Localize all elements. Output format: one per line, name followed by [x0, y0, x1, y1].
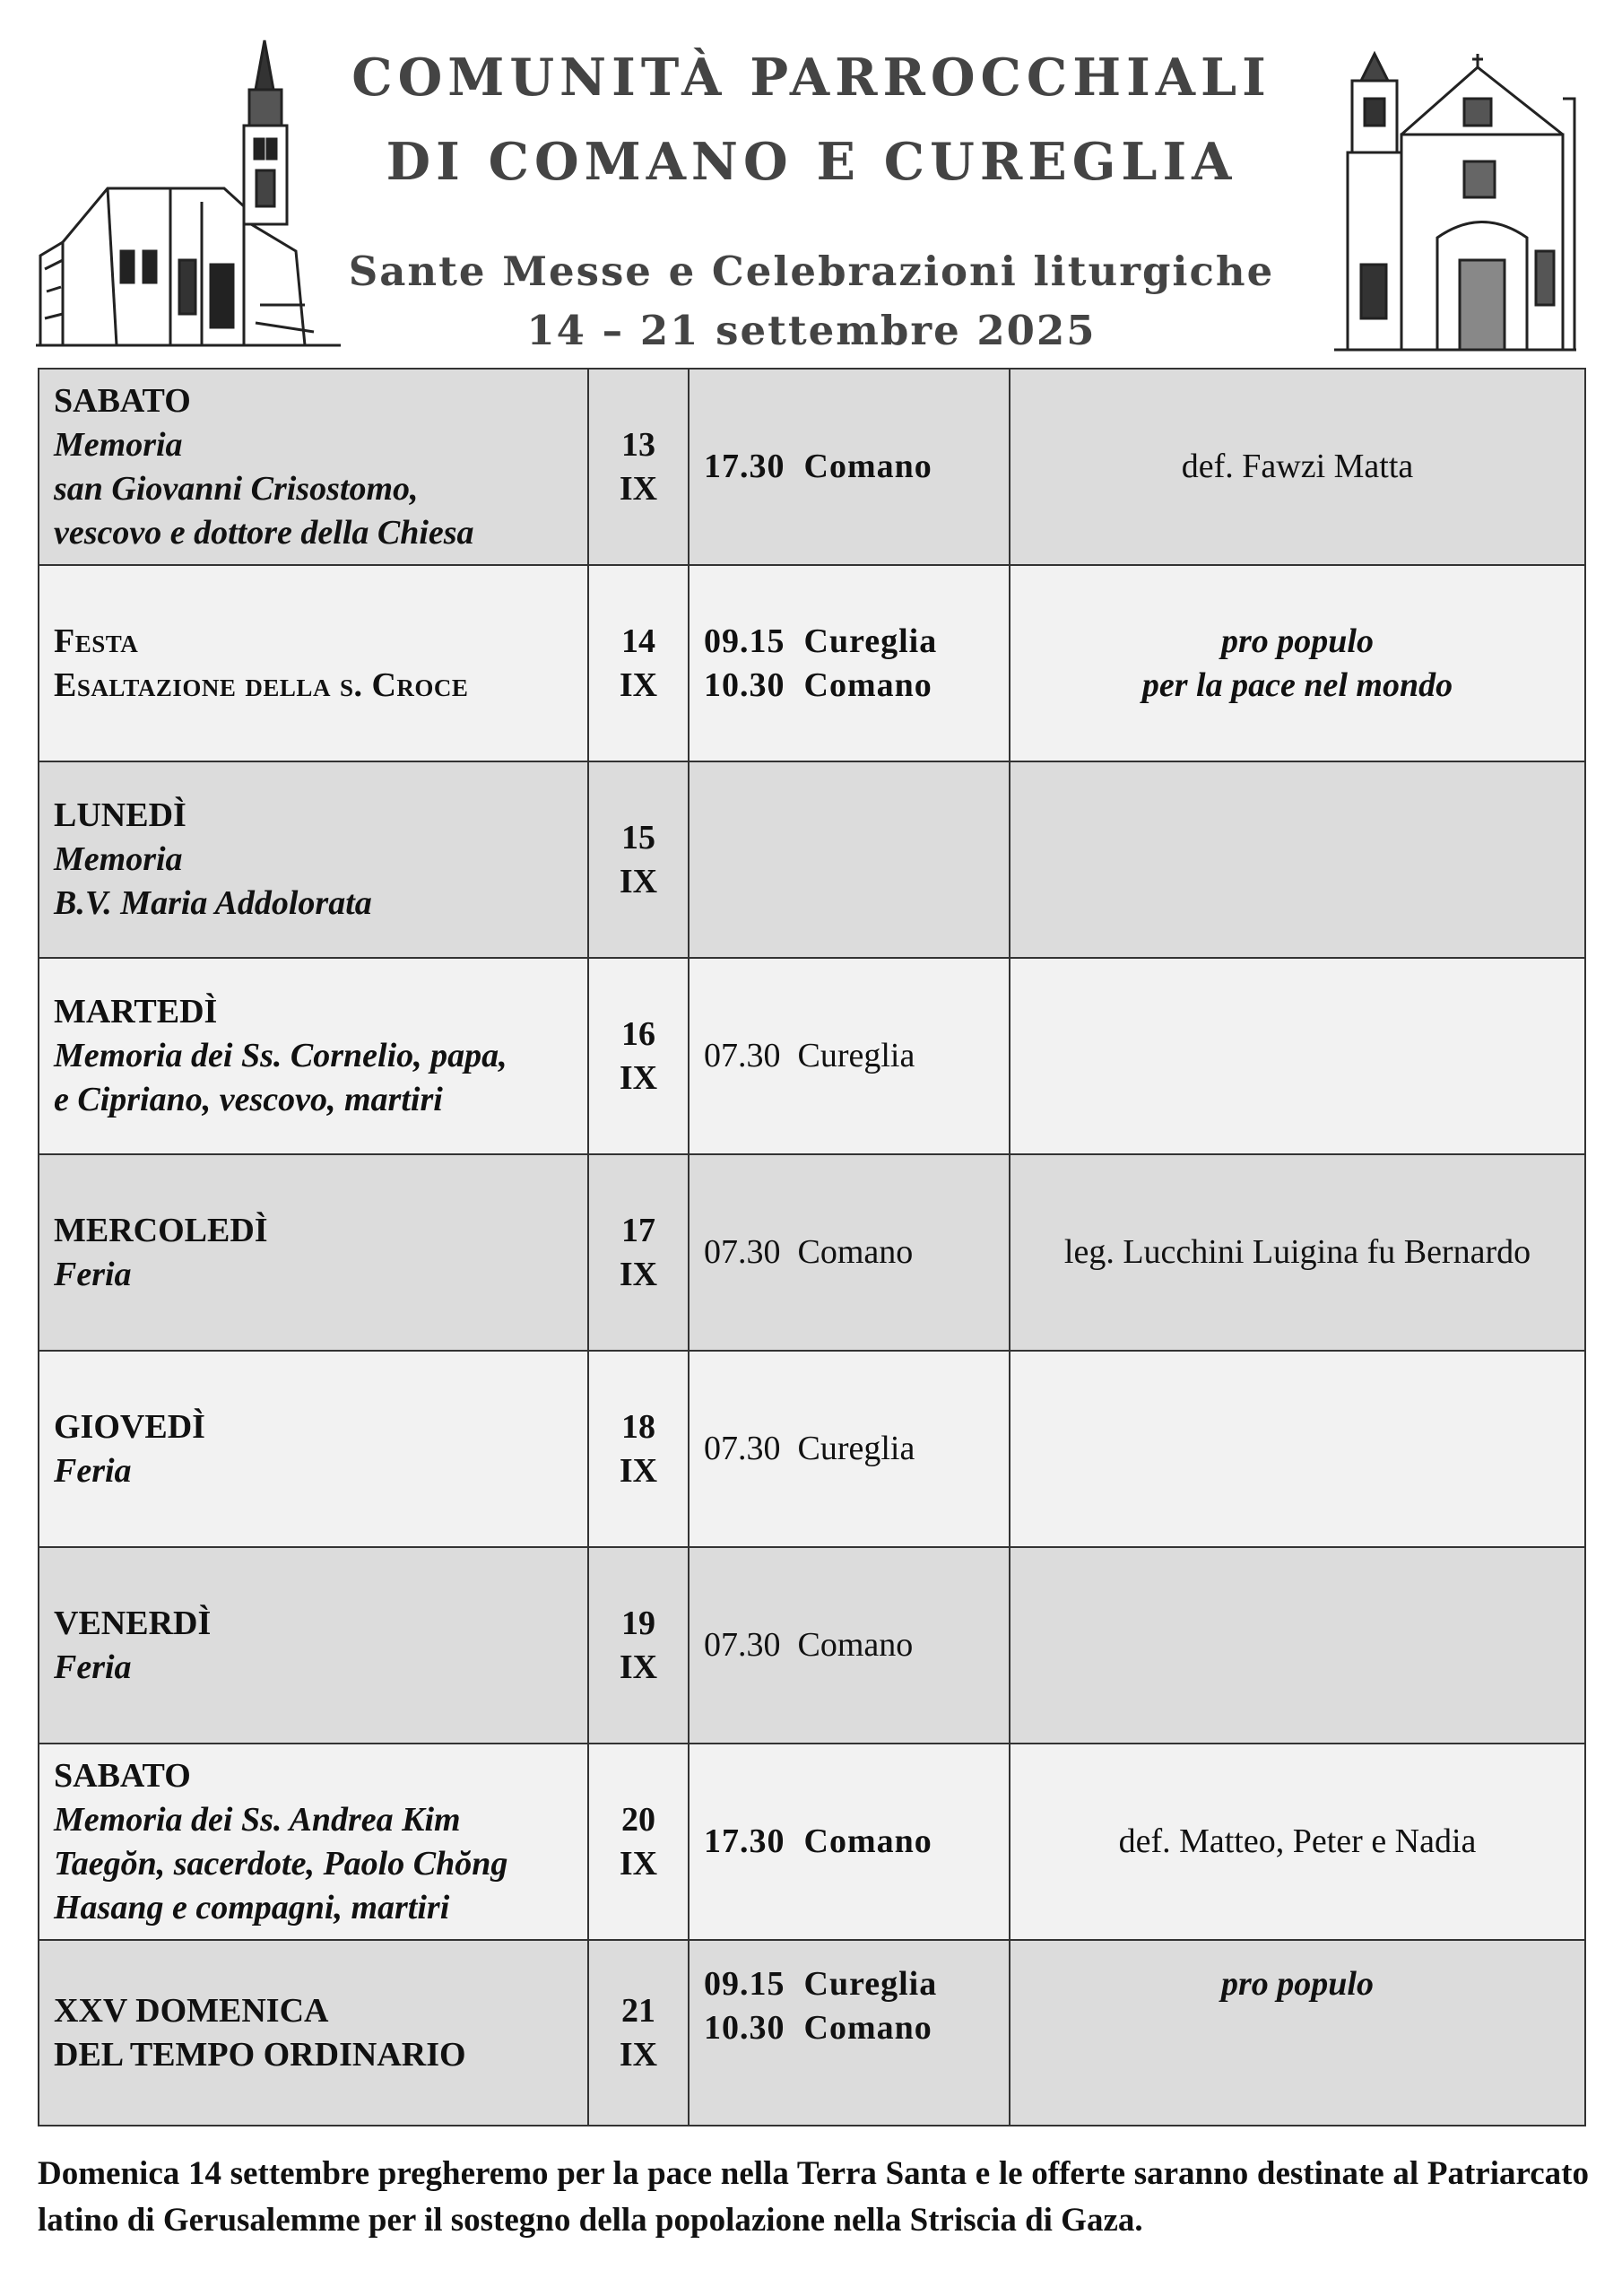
mass-time: 09.15 Cureglia: [704, 622, 938, 660]
date-cell: [588, 1547, 689, 1744]
intention-text: pro populo: [1221, 622, 1374, 660]
date-cell: [588, 958, 689, 1154]
mass-time: 10.30 Comano: [704, 2009, 932, 2047]
intention-text: pro populo: [1221, 1965, 1374, 2003]
celebration-line: san Giovanni Crisostomo,: [54, 469, 419, 508]
intention-text: def. Fawzi Matta: [1181, 448, 1414, 485]
feast-rank: Festa: [54, 622, 139, 660]
date-number: 19: [621, 1604, 655, 1642]
intention-cell: [1010, 1351, 1585, 1547]
celebration-line: Memoria dei Ss. Cornelio, papa,: [54, 1037, 507, 1074]
date-cell: [588, 1154, 689, 1351]
mass-time: 07.30 Cureglia: [704, 1430, 915, 1467]
day-cell: [39, 1154, 588, 1351]
intention-text: per la pace nel mondo: [1141, 665, 1453, 704]
mass-cell: [689, 565, 1010, 761]
title-block: [341, 36, 1282, 361]
intention-cell: [1010, 761, 1585, 958]
date-number: 17: [621, 1211, 655, 1249]
celebration-line: Feria: [54, 1648, 132, 1686]
table-row: [39, 369, 1585, 565]
table-row: [39, 1744, 1585, 1940]
main-title-line-1: COMUNITÀ PARROCCHIALI: [351, 48, 1271, 108]
mass-time: 17.30 Comano: [704, 448, 932, 485]
day-cell: [39, 1351, 588, 1547]
celebration-line: Feria: [54, 1255, 132, 1293]
mass-time: 10.30 Comano: [704, 665, 932, 704]
mass-time: 07.30 Cureglia: [704, 1037, 915, 1074]
mass-cell: [689, 1351, 1010, 1547]
mass-cell: [689, 761, 1010, 958]
celebration-line: Memoria dei Ss. Andrea Kim: [54, 1800, 461, 1839]
date-month: IX: [619, 469, 658, 508]
date-month: IX: [619, 1058, 658, 1097]
day-cell: [39, 958, 588, 1154]
date-cell: [588, 1351, 689, 1547]
day-name: MARTEDÌ: [54, 993, 218, 1031]
date-month: IX: [619, 1844, 658, 1883]
day-name: SABATO: [54, 381, 191, 420]
mass-cell: [689, 369, 1010, 565]
mass-time: 09.15 Cureglia: [704, 1965, 938, 2003]
celebration-line: B.V. Maria Addolorata: [54, 884, 372, 922]
mass-cell: [689, 1154, 1010, 1351]
day-cell: [39, 1940, 588, 2126]
subtitle: Sante Messe e Celebrazioni liturgiche: [348, 248, 1275, 295]
intention-text: def. Matteo, Peter e Nadia: [1118, 1822, 1477, 1860]
date-month: IX: [619, 2035, 658, 2074]
date-cell: [588, 1744, 689, 1940]
day-name: GIOVEDÌ: [54, 1407, 205, 1446]
date-number: 15: [621, 818, 655, 857]
mass-time: 17.30 Comano: [704, 1822, 932, 1860]
date-month: IX: [619, 1451, 658, 1490]
intention-cell: [1010, 369, 1585, 565]
table-row: [39, 1547, 1585, 1744]
sunday-title: XXV DOMENICA: [54, 1991, 329, 2030]
mass-time: 07.30 Comano: [704, 1233, 914, 1271]
date-number: 16: [621, 1014, 655, 1053]
day-name: SABATO: [54, 1756, 191, 1795]
intention-text: leg. Lucchini Luigina fu Bernardo: [1063, 1233, 1531, 1271]
mass-schedule-table: [38, 368, 1586, 2126]
day-cell: [39, 761, 588, 958]
date-range: 14 – 21 settembre 2025: [526, 307, 1097, 354]
mass-time: 07.30 Comano: [704, 1626, 914, 1664]
sunday-title: DEL TEMPO ORDINARIO: [54, 2035, 466, 2074]
mass-cell: [689, 1940, 1010, 2126]
date-month: IX: [619, 665, 658, 704]
celebration-line: Taegŏn, sacerdote, Paolo Chŏng: [54, 1844, 508, 1883]
date-number: 14: [621, 622, 655, 660]
page-header: [0, 0, 1622, 359]
church-left-illustration: [36, 36, 341, 350]
feast-name: Esaltazione della s. Croce: [54, 665, 469, 704]
mass-cell: [689, 958, 1010, 1154]
mass-cell: [689, 1547, 1010, 1744]
date-number: 13: [621, 425, 655, 464]
date-number: 21: [621, 1991, 655, 2030]
table-row: [39, 1154, 1585, 1351]
date-month: IX: [619, 862, 658, 900]
mass-cell: [689, 1744, 1010, 1940]
date-number: 20: [621, 1800, 655, 1839]
celebration-line: Memoria: [54, 840, 183, 878]
intention-cell: [1010, 565, 1585, 761]
celebration-line: Feria: [54, 1451, 132, 1490]
date-cell: [588, 1940, 689, 2126]
table-row: [39, 761, 1585, 958]
date-cell: [588, 565, 689, 761]
day-cell: [39, 1547, 588, 1744]
day-name: LUNEDÌ: [54, 796, 186, 834]
table-row: [39, 565, 1585, 761]
main-title-line-2: DI COMANO E CUREGLIA: [386, 132, 1237, 192]
intention-cell: [1010, 1744, 1585, 1940]
intention-cell: [1010, 1940, 1585, 2126]
date-number: 18: [621, 1407, 655, 1446]
celebration-line: Hasang e compagni, martiri: [54, 1888, 450, 1926]
celebration-line: vescovo e dottore della Chiesa: [54, 513, 474, 552]
date-month: IX: [619, 1648, 658, 1686]
intention-cell: [1010, 1154, 1585, 1351]
church-right-illustration: [1334, 45, 1576, 354]
date-cell: [588, 369, 689, 565]
table-row: [39, 958, 1585, 1154]
footer-note: Domenica 14 settembre pregheremo per la pace nella Terra Santa e le offerte saranno destinate al Patriarcato latino di Gerusalemme per il sostegno della popolazione nella Striscia di Gaza.: [38, 2155, 1589, 2239]
celebration-line: e Cipriano, vescovo, martiri: [54, 1081, 443, 1118]
table-row: [39, 1351, 1585, 1547]
intention-cell: [1010, 958, 1585, 1154]
day-name: MERCOLEDÌ: [54, 1211, 268, 1249]
intention-cell: [1010, 1547, 1585, 1744]
table-row: [39, 1940, 1585, 2126]
celebration-line: Memoria: [54, 425, 183, 464]
day-name: VENERDÌ: [54, 1604, 212, 1642]
date-cell: [588, 761, 689, 958]
day-cell: [39, 565, 588, 761]
date-month: IX: [619, 1255, 658, 1293]
day-cell: [39, 1744, 588, 1940]
day-cell: [39, 369, 588, 565]
